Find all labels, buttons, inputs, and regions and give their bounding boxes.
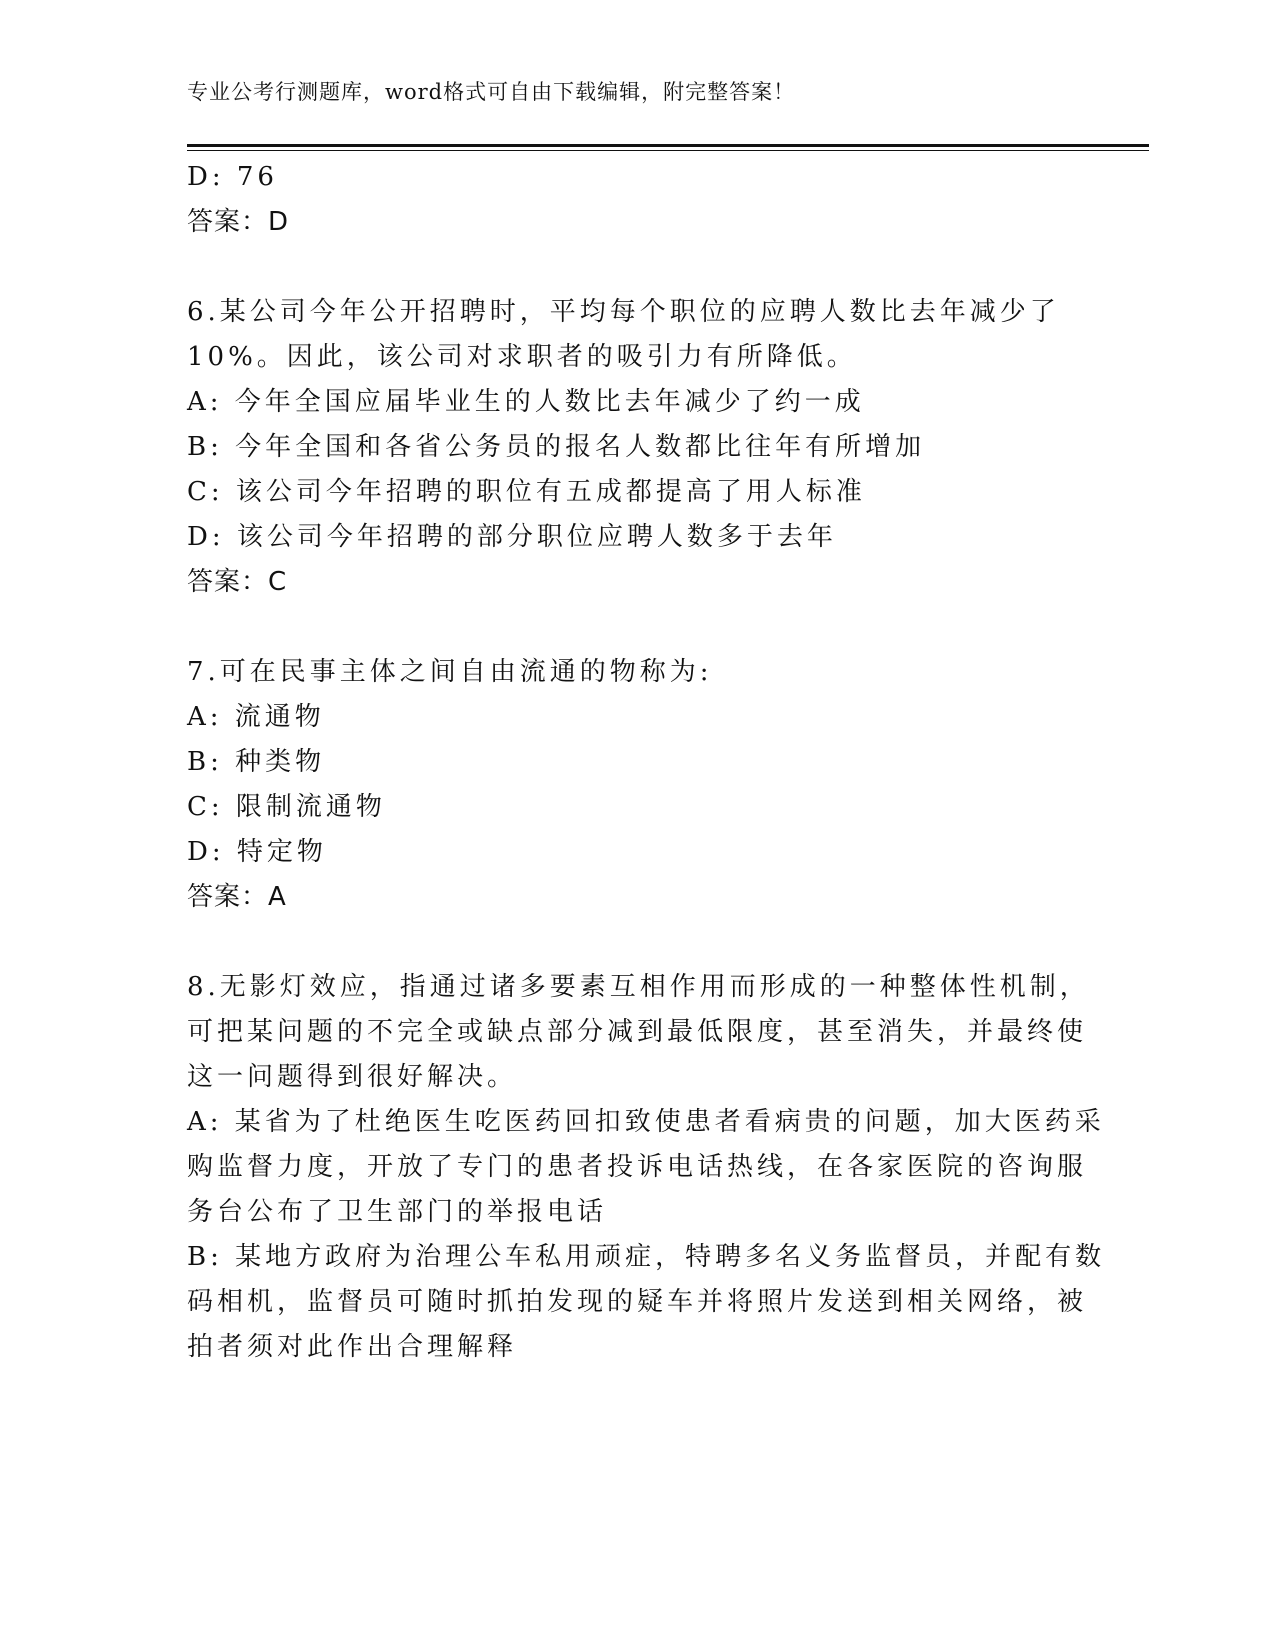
spacer (187, 920, 1087, 965)
answer-line: 答案：C (187, 567, 288, 597)
header-divider-thin (187, 150, 1149, 151)
answer-line: 答案：A (187, 882, 287, 912)
header-divider-thick (187, 144, 1149, 147)
option-b-continued: 拍者须对此作出合理解释 (187, 1332, 518, 1362)
option-c: C: 限制流通物 (187, 792, 386, 822)
option-d: D: 特定物 (187, 837, 327, 867)
prev-question-tail (187, 155, 1087, 245)
question-stem: 8.无影灯效应，指通过诸多要素互相作用而形成的一种整体性机制， (187, 972, 1090, 1002)
option-b: B: 种类物 (187, 747, 326, 777)
answer-line: 答案：D (187, 207, 290, 237)
option-c: C: 该公司今年招聘的职位有五成都提高了用人标准 (187, 477, 866, 507)
question-7 (187, 650, 1087, 920)
document-body (187, 155, 1106, 1370)
option-d: D: 该公司今年招聘的部分职位应聘人数多于去年 (187, 522, 837, 552)
question-8 (187, 965, 1106, 1370)
option-a-continued: 务台公布了卫生部门的举报电话 (187, 1197, 608, 1227)
question-stem: 10%。因此，该公司对求职者的吸引力有所降低。 (187, 342, 857, 372)
option-b: B: 某地方政府为治理公车私用顽症，特聘多名义务监督员，并配有数 (187, 1242, 1106, 1272)
question-stem: 6.某公司今年公开招聘时，平均每个职位的应聘人数比去年减少了 (187, 297, 1060, 327)
question-stem: 7.可在民事主体之间自由流通的物称为: (187, 657, 713, 687)
spacer (187, 245, 1087, 290)
option-a: A: 某省为了杜绝医生吃医药回扣致使患者看病贵的问题，加大医药采 (187, 1107, 1105, 1137)
option-a-continued: 购监督力度，开放了专门的患者投诉电话热线，在各家医院的咨询服 (187, 1152, 1088, 1182)
option-b-continued: 码相机，监督员可随时抓拍发现的疑车并将照片发送到相关网络，被 (187, 1287, 1088, 1317)
option-a: A: 流通物 (187, 702, 325, 732)
option-a: A: 今年全国应届毕业生的人数比去年减少了约一成 (187, 387, 865, 417)
question-stem: 可把某问题的不完全或缺点部分减到最低限度，甚至消失，并最终使 (187, 1017, 1088, 1047)
option-b: B: 今年全国和各省公务员的报名人数都比往年有所增加 (187, 432, 926, 462)
question-6 (187, 290, 1087, 605)
option-d: D: 76 (187, 162, 278, 192)
spacer (187, 605, 1087, 650)
question-stem: 这一问题得到很好解决。 (187, 1062, 518, 1092)
page-header: 专业公考行测题库，word格式可自由下载编辑，附完整答案！ (187, 80, 796, 104)
